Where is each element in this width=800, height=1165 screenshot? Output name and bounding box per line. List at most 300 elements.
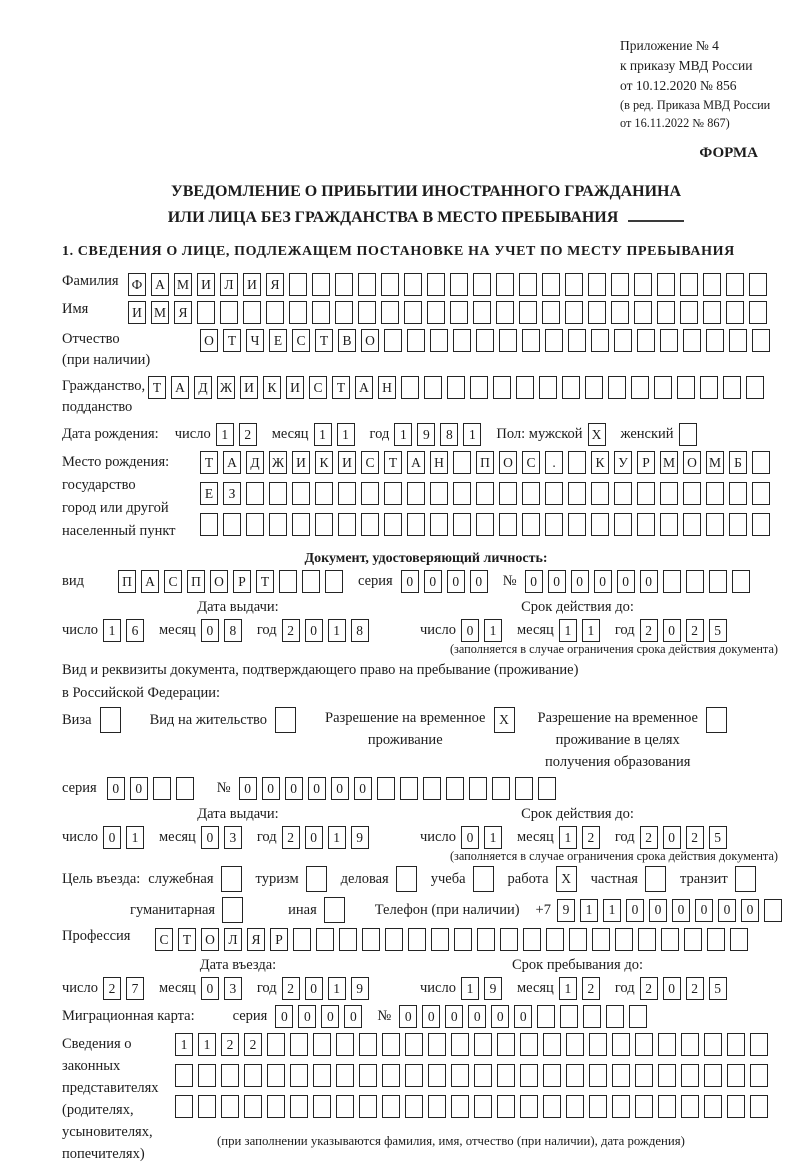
char-box[interactable] [221,1064,239,1087]
char-box[interactable] [680,301,698,324]
char-box[interactable]: 3 [224,826,242,849]
char-box[interactable]: 1 [328,977,346,1000]
char-box[interactable]: А [223,451,241,474]
char-box[interactable] [324,897,345,923]
char-box[interactable]: 2 [686,619,704,642]
char-box[interactable] [634,273,652,296]
char-box[interactable] [706,513,724,536]
char-box[interactable] [476,513,494,536]
char-box[interactable] [400,777,418,800]
char-box[interactable]: К [263,376,281,399]
char-box[interactable] [453,329,471,352]
char-box[interactable]: П [476,451,494,474]
char-box[interactable] [723,376,741,399]
char-box[interactable] [520,1064,538,1087]
char-box[interactable]: 3 [224,977,242,1000]
char-box[interactable] [428,1095,446,1118]
char-box[interactable]: А [141,570,159,593]
char-box[interactable]: 2 [103,977,121,1000]
char-box[interactable] [637,513,655,536]
char-box[interactable]: П [187,570,205,593]
char-box[interactable]: М [151,301,169,324]
char-box[interactable]: X [588,423,606,446]
char-box[interactable]: 6 [126,619,144,642]
char-box[interactable]: Б [729,451,747,474]
char-box[interactable]: 8 [440,423,458,446]
char-box[interactable] [339,928,357,951]
char-box[interactable]: Ж [269,451,287,474]
char-box[interactable]: 0 [107,777,125,800]
char-box[interactable] [591,482,609,505]
char-box[interactable] [451,1095,469,1118]
char-box[interactable] [608,376,626,399]
char-box[interactable] [269,482,287,505]
char-box[interactable] [681,1033,699,1056]
char-box[interactable]: 0 [275,1005,293,1028]
char-box[interactable] [750,1095,768,1118]
char-box[interactable] [658,1064,676,1087]
char-box[interactable] [706,329,724,352]
char-box[interactable]: 0 [344,1005,362,1028]
char-box[interactable]: Р [270,928,288,951]
char-box[interactable] [315,513,333,536]
char-box[interactable]: Е [269,329,287,352]
char-box[interactable]: 0 [321,1005,339,1028]
char-box[interactable] [220,301,238,324]
char-box[interactable] [635,1033,653,1056]
char-box[interactable] [453,482,471,505]
char-box[interactable]: 1 [198,1033,216,1056]
char-box[interactable] [223,513,241,536]
char-box[interactable]: 8 [351,619,369,642]
char-box[interactable] [477,928,495,951]
char-box[interactable] [470,376,488,399]
char-box[interactable] [566,1095,584,1118]
char-box[interactable] [313,1033,331,1056]
char-box[interactable] [730,928,748,951]
char-box[interactable] [707,928,725,951]
char-box[interactable] [447,376,465,399]
char-box[interactable] [404,301,422,324]
char-box[interactable] [615,928,633,951]
char-box[interactable] [246,513,264,536]
char-box[interactable]: 0 [445,1005,463,1028]
char-box[interactable] [565,273,583,296]
char-box[interactable]: 0 [695,899,713,922]
char-box[interactable] [637,329,655,352]
char-box[interactable]: 1 [394,423,412,446]
char-box[interactable] [568,513,586,536]
char-box[interactable] [359,1095,377,1118]
char-box[interactable]: Р [233,570,251,593]
char-box[interactable] [614,329,632,352]
char-box[interactable] [450,273,468,296]
char-box[interactable] [709,570,727,593]
char-box[interactable] [100,707,121,733]
char-box[interactable] [496,273,514,296]
char-box[interactable] [588,301,606,324]
char-box[interactable] [729,329,747,352]
char-box[interactable]: 0 [424,570,442,593]
char-box[interactable] [654,376,672,399]
char-box[interactable] [679,423,697,446]
char-box[interactable]: 0 [718,899,736,922]
char-box[interactable]: 0 [470,570,488,593]
char-box[interactable] [746,376,764,399]
char-box[interactable] [302,570,320,593]
char-box[interactable] [197,301,215,324]
char-box[interactable] [545,513,563,536]
char-box[interactable] [384,329,402,352]
char-box[interactable]: X [556,866,577,892]
char-box[interactable] [560,1005,578,1028]
char-box[interactable]: 2 [640,619,658,642]
char-box[interactable]: Ч [246,329,264,352]
char-box[interactable]: С [292,329,310,352]
char-box[interactable] [703,273,721,296]
char-box[interactable] [542,301,560,324]
char-box[interactable]: . [545,451,563,474]
char-box[interactable]: 0 [468,1005,486,1028]
char-box[interactable] [473,866,494,892]
char-box[interactable]: 0 [401,570,419,593]
char-box[interactable]: 1 [337,423,355,446]
char-box[interactable] [637,482,655,505]
char-box[interactable]: Н [378,376,396,399]
char-box[interactable]: 1 [582,619,600,642]
char-box[interactable]: У [614,451,632,474]
char-box[interactable] [381,301,399,324]
char-box[interactable]: Л [220,273,238,296]
char-box[interactable]: 0 [663,977,681,1000]
char-box[interactable]: Н [430,451,448,474]
char-box[interactable] [312,301,330,324]
char-box[interactable] [566,1033,584,1056]
char-box[interactable] [537,1005,555,1028]
char-box[interactable] [569,928,587,951]
char-box[interactable] [290,1033,308,1056]
char-box[interactable] [428,1064,446,1087]
char-box[interactable] [657,301,675,324]
char-box[interactable] [492,777,510,800]
char-box[interactable]: К [315,451,333,474]
char-box[interactable]: Ф [128,273,146,296]
char-box[interactable] [681,1095,699,1118]
char-box[interactable]: 0 [422,1005,440,1028]
char-box[interactable] [750,1033,768,1056]
char-box[interactable] [752,329,770,352]
char-box[interactable]: 2 [282,977,300,1000]
char-box[interactable] [732,570,750,593]
char-box[interactable]: 9 [557,899,575,922]
char-box[interactable]: И [197,273,215,296]
char-box[interactable]: И [292,451,310,474]
char-box[interactable] [427,301,445,324]
char-box[interactable] [522,482,540,505]
char-box[interactable] [516,376,534,399]
char-box[interactable]: 0 [305,977,323,1000]
char-box[interactable] [568,451,586,474]
char-box[interactable] [680,273,698,296]
char-box[interactable] [453,513,471,536]
char-box[interactable] [591,513,609,536]
char-box[interactable]: 8 [224,619,242,642]
char-box[interactable] [361,482,379,505]
char-box[interactable]: О [499,451,517,474]
char-box[interactable] [729,513,747,536]
char-box[interactable]: 1 [328,826,346,849]
char-box[interactable] [750,1064,768,1087]
char-box[interactable] [243,301,261,324]
char-box[interactable]: 0 [262,777,280,800]
char-box[interactable] [408,928,426,951]
char-box[interactable]: 0 [308,777,326,800]
char-box[interactable] [634,301,652,324]
char-box[interactable]: 5 [709,826,727,849]
char-box[interactable] [660,513,678,536]
char-box[interactable]: М [660,451,678,474]
char-box[interactable] [306,866,327,892]
char-box[interactable] [451,1033,469,1056]
char-box[interactable] [454,928,472,951]
char-box[interactable] [588,273,606,296]
char-box[interactable]: И [243,273,261,296]
char-box[interactable] [289,273,307,296]
char-box[interactable]: С [522,451,540,474]
char-box[interactable] [290,1095,308,1118]
char-box[interactable] [727,1095,745,1118]
char-box[interactable] [589,1033,607,1056]
char-box[interactable] [336,1064,354,1087]
char-box[interactable] [222,897,243,923]
char-box[interactable] [500,928,518,951]
char-box[interactable] [246,482,264,505]
char-box[interactable]: 9 [351,826,369,849]
char-box[interactable] [453,451,471,474]
char-box[interactable] [313,1064,331,1087]
char-box[interactable] [635,1064,653,1087]
char-box[interactable] [683,329,701,352]
char-box[interactable]: 1 [463,423,481,446]
char-box[interactable] [706,482,724,505]
char-box[interactable] [473,273,491,296]
char-box[interactable]: 0 [571,570,589,593]
char-box[interactable]: 2 [640,826,658,849]
char-box[interactable] [290,1064,308,1087]
char-box[interactable] [519,301,537,324]
char-box[interactable]: З [223,482,241,505]
char-box[interactable]: 0 [741,899,759,922]
char-box[interactable]: С [361,451,379,474]
char-box[interactable] [681,1064,699,1087]
char-box[interactable] [543,1095,561,1118]
char-box[interactable]: 0 [617,570,635,593]
char-box[interactable] [474,1095,492,1118]
char-box[interactable] [562,376,580,399]
char-box[interactable] [520,1095,538,1118]
char-box[interactable] [267,1064,285,1087]
char-box[interactable]: 1 [484,826,502,849]
char-box[interactable] [729,482,747,505]
char-box[interactable] [221,1095,239,1118]
char-box[interactable] [382,1064,400,1087]
char-box[interactable] [497,1033,515,1056]
char-box[interactable]: 0 [594,570,612,593]
char-box[interactable] [496,301,514,324]
char-box[interactable]: А [151,273,169,296]
char-box[interactable]: Т [332,376,350,399]
char-box[interactable] [612,1064,630,1087]
char-box[interactable] [684,928,702,951]
char-box[interactable]: 2 [582,826,600,849]
char-box[interactable] [198,1095,216,1118]
char-box[interactable] [499,329,517,352]
char-box[interactable] [589,1095,607,1118]
char-box[interactable] [267,1033,285,1056]
char-box[interactable] [520,1033,538,1056]
char-box[interactable] [451,1064,469,1087]
char-box[interactable] [542,273,560,296]
char-box[interactable] [474,1064,492,1087]
char-box[interactable]: Е [200,482,218,505]
char-box[interactable]: 0 [201,619,219,642]
char-box[interactable] [358,301,376,324]
char-box[interactable]: К [591,451,609,474]
char-box[interactable]: Р [637,451,655,474]
char-box[interactable] [358,273,376,296]
char-box[interactable]: 0 [663,826,681,849]
char-box[interactable]: О [361,329,379,352]
char-box[interactable] [589,1064,607,1087]
char-box[interactable] [431,928,449,951]
char-box[interactable] [476,329,494,352]
char-box[interactable] [499,513,517,536]
char-box[interactable] [543,1033,561,1056]
char-box[interactable] [614,513,632,536]
char-box[interactable]: 0 [640,570,658,593]
char-box[interactable]: Т [148,376,166,399]
char-box[interactable] [153,777,171,800]
char-box[interactable] [566,1064,584,1087]
char-box[interactable] [430,482,448,505]
char-box[interactable]: 0 [649,899,667,922]
char-box[interactable]: 1 [603,899,621,922]
char-box[interactable] [325,570,343,593]
char-box[interactable] [635,1095,653,1118]
char-box[interactable]: А [171,376,189,399]
char-box[interactable] [244,1095,262,1118]
char-box[interactable]: Т [200,451,218,474]
char-box[interactable]: С [164,570,182,593]
char-box[interactable] [424,376,442,399]
char-box[interactable] [538,777,556,800]
char-box[interactable]: 2 [582,977,600,1000]
char-box[interactable] [638,928,656,951]
char-box[interactable] [591,329,609,352]
char-box[interactable] [396,866,417,892]
char-box[interactable]: 2 [239,423,257,446]
char-box[interactable] [338,482,356,505]
char-box[interactable]: 0 [354,777,372,800]
char-box[interactable] [336,1095,354,1118]
char-box[interactable]: 2 [221,1033,239,1056]
char-box[interactable] [612,1033,630,1056]
char-box[interactable] [450,301,468,324]
char-box[interactable] [519,273,537,296]
char-box[interactable]: С [155,928,173,951]
char-box[interactable] [752,482,770,505]
char-box[interactable] [657,273,675,296]
char-box[interactable] [359,1064,377,1087]
char-box[interactable]: И [128,301,146,324]
char-box[interactable] [749,273,767,296]
char-box[interactable] [244,1064,262,1087]
char-box[interactable] [497,1095,515,1118]
char-box[interactable]: П [118,570,136,593]
char-box[interactable] [405,1033,423,1056]
char-box[interactable] [704,1095,722,1118]
char-box[interactable]: И [286,376,304,399]
char-box[interactable] [423,777,441,800]
char-box[interactable] [476,482,494,505]
char-box[interactable] [407,513,425,536]
char-box[interactable]: 5 [709,619,727,642]
char-box[interactable] [683,513,701,536]
char-box[interactable] [611,273,629,296]
char-box[interactable]: 2 [282,826,300,849]
char-box[interactable]: В [338,329,356,352]
char-box[interactable] [499,482,517,505]
char-box[interactable] [407,482,425,505]
char-box[interactable]: 1 [559,826,577,849]
char-box[interactable] [546,928,564,951]
char-box[interactable]: Я [174,301,192,324]
char-box[interactable] [704,1064,722,1087]
char-box[interactable]: 1 [580,899,598,922]
char-box[interactable] [749,301,767,324]
char-box[interactable] [660,329,678,352]
char-box[interactable]: 0 [285,777,303,800]
char-box[interactable] [522,329,540,352]
char-box[interactable] [405,1095,423,1118]
char-box[interactable] [198,1064,216,1087]
char-box[interactable]: Т [384,451,402,474]
char-box[interactable]: Т [223,329,241,352]
char-box[interactable]: 0 [626,899,644,922]
char-box[interactable]: Т [178,928,196,951]
char-box[interactable]: 2 [244,1033,262,1056]
char-box[interactable] [221,866,242,892]
char-box[interactable]: О [201,928,219,951]
char-box[interactable]: 0 [514,1005,532,1028]
char-box[interactable] [543,1064,561,1087]
char-box[interactable] [523,928,541,951]
char-box[interactable] [359,1033,377,1056]
char-box[interactable] [706,707,727,733]
char-box[interactable] [382,1033,400,1056]
char-box[interactable] [474,1033,492,1056]
char-box[interactable] [382,1095,400,1118]
char-box[interactable] [585,376,603,399]
char-box[interactable] [292,482,310,505]
char-box[interactable]: 2 [686,977,704,1000]
char-box[interactable]: Ж [217,376,235,399]
char-box[interactable]: 7 [126,977,144,1000]
char-box[interactable] [430,513,448,536]
char-box[interactable] [430,329,448,352]
char-box[interactable] [703,301,721,324]
char-box[interactable]: С [309,376,327,399]
